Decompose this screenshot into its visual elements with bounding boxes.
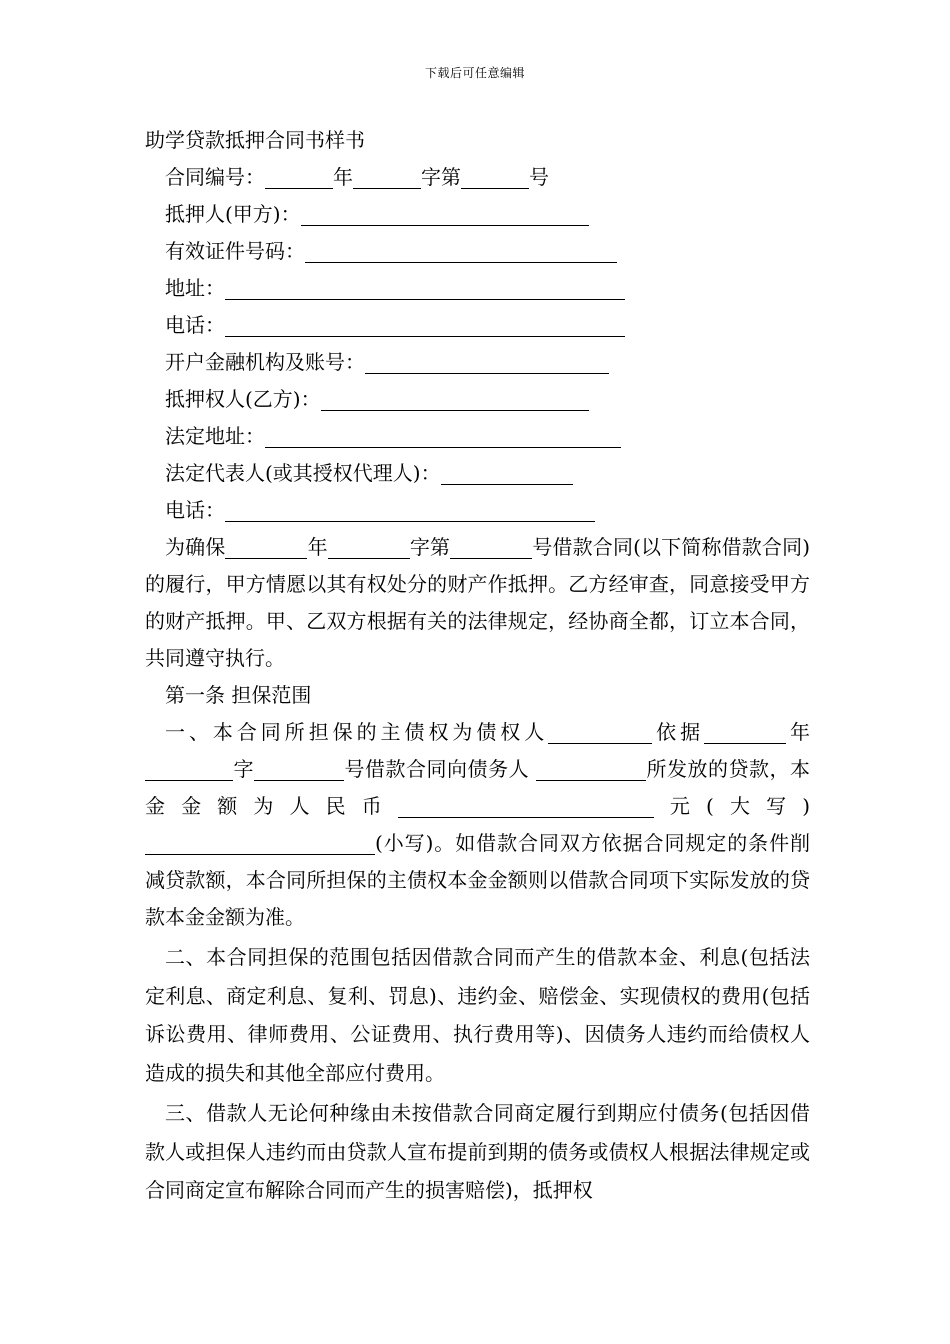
legal-address-label: 法定地址： <box>165 424 265 448</box>
page-header: 下载后可任意编辑 <box>424 66 525 80</box>
clause-text: 一、本合同所担保的主债权为债权人 <box>165 720 549 744</box>
clause-text: 本金金额为人民币 <box>145 757 811 818</box>
hao-label: 号 <box>529 165 549 189</box>
blank <box>321 409 589 411</box>
blank <box>548 742 652 744</box>
year-label: 年 <box>333 165 353 189</box>
phone-line <box>145 307 810 344</box>
bank-line <box>145 344 810 381</box>
clause-3: 三、借款人无论何种缘由未按借款合同商定履行到期应付债务(包括因借款人或担保人违约而由贷款人宣布提前到期的债务或债权人根据法律规定或合同商定宣布解除合同而产生的损害赔偿)，抵押权 <box>145 1101 810 1202</box>
blank <box>398 816 654 818</box>
clause-text: 字 <box>233 757 255 781</box>
mortgagee-line <box>145 381 810 418</box>
blank <box>225 335 625 337</box>
blank <box>145 779 233 781</box>
blank <box>365 372 609 374</box>
blank <box>145 853 375 855</box>
blank <box>461 187 529 189</box>
blank <box>265 187 333 189</box>
blank <box>265 446 621 448</box>
intro-text: 号借款合同(以下简称借款合同)的履行，甲方情愿以其有权处分的财产作抵押。乙方经审查，同意接受甲方的财产抵押。甲、乙双方根据有关的法律规定，经协商全都，订立本合同，共同遵守执行。 <box>145 535 811 670</box>
intro-text: 字第 <box>409 535 451 559</box>
blank <box>225 298 625 300</box>
zidi-label: 字第 <box>421 165 461 189</box>
document-body <box>145 122 810 1210</box>
mortgagee-label: 抵押权人(乙方)： <box>165 387 321 411</box>
mortgagor-line <box>145 196 810 233</box>
phone-label: 电话： <box>165 313 225 337</box>
legal-rep-line <box>145 455 810 492</box>
blank <box>301 224 589 226</box>
clause-text: 依据 <box>652 720 705 744</box>
address-line <box>145 270 810 307</box>
legal-rep-label: 法定代表人(或其授权代理人)： <box>165 461 441 485</box>
blank <box>305 261 617 263</box>
mortgagor-label: 抵押人(甲方)： <box>165 202 301 226</box>
address-label: 地址： <box>165 276 225 300</box>
blank <box>450 557 532 559</box>
blank <box>536 779 646 781</box>
blank <box>704 742 786 744</box>
clause-text: 元(大写) <box>653 794 810 818</box>
blank <box>254 779 344 781</box>
article1-heading: 第一条 担保范围 <box>165 683 312 707</box>
contract-number-line <box>145 159 810 196</box>
clause-text: (小写)。如借款合同双方依据合同规定的条件削减贷款额，本合同所担保的主债权本金金额则以借款合同项下实际发放的贷款本金金额为准。 <box>145 831 810 929</box>
blank <box>441 483 573 485</box>
contract-number-label: 合同编号： <box>165 165 265 189</box>
blank <box>353 187 421 189</box>
intro-text: 年 <box>307 535 328 559</box>
intro-paragraph <box>145 529 810 677</box>
phone2-label: 电话： <box>165 498 225 522</box>
clause-text: 年 <box>786 720 811 744</box>
id-number-line <box>145 233 810 270</box>
blank <box>225 520 595 522</box>
clause-2: 二、本合同担保的范围包括因借款合同而产生的借款本金、利息(包括法定利息、商定利息、复利、罚息)、违约金、赔偿金、实现债权的费用(包括诉讼费用、律师费用、公证费用、执行费用等)、因债务人违约而给债权人造成的损失和其他全部应付费用。 <box>145 945 810 1085</box>
blank <box>328 557 410 559</box>
id-number-label: 有效证件号码： <box>165 239 305 263</box>
clause-text: 所发放的贷款， <box>645 757 791 781</box>
document-title: 助学贷款抵押合同书样书 <box>145 128 365 152</box>
phone2-line <box>145 492 810 529</box>
clause-text: 号借款合同向债务人 <box>344 757 536 781</box>
legal-address-line <box>145 418 810 455</box>
bank-label: 开户金融机构及账号： <box>165 350 365 374</box>
blank <box>225 557 307 559</box>
clause-1 <box>145 714 810 936</box>
intro-text: 为确保 <box>165 535 226 559</box>
